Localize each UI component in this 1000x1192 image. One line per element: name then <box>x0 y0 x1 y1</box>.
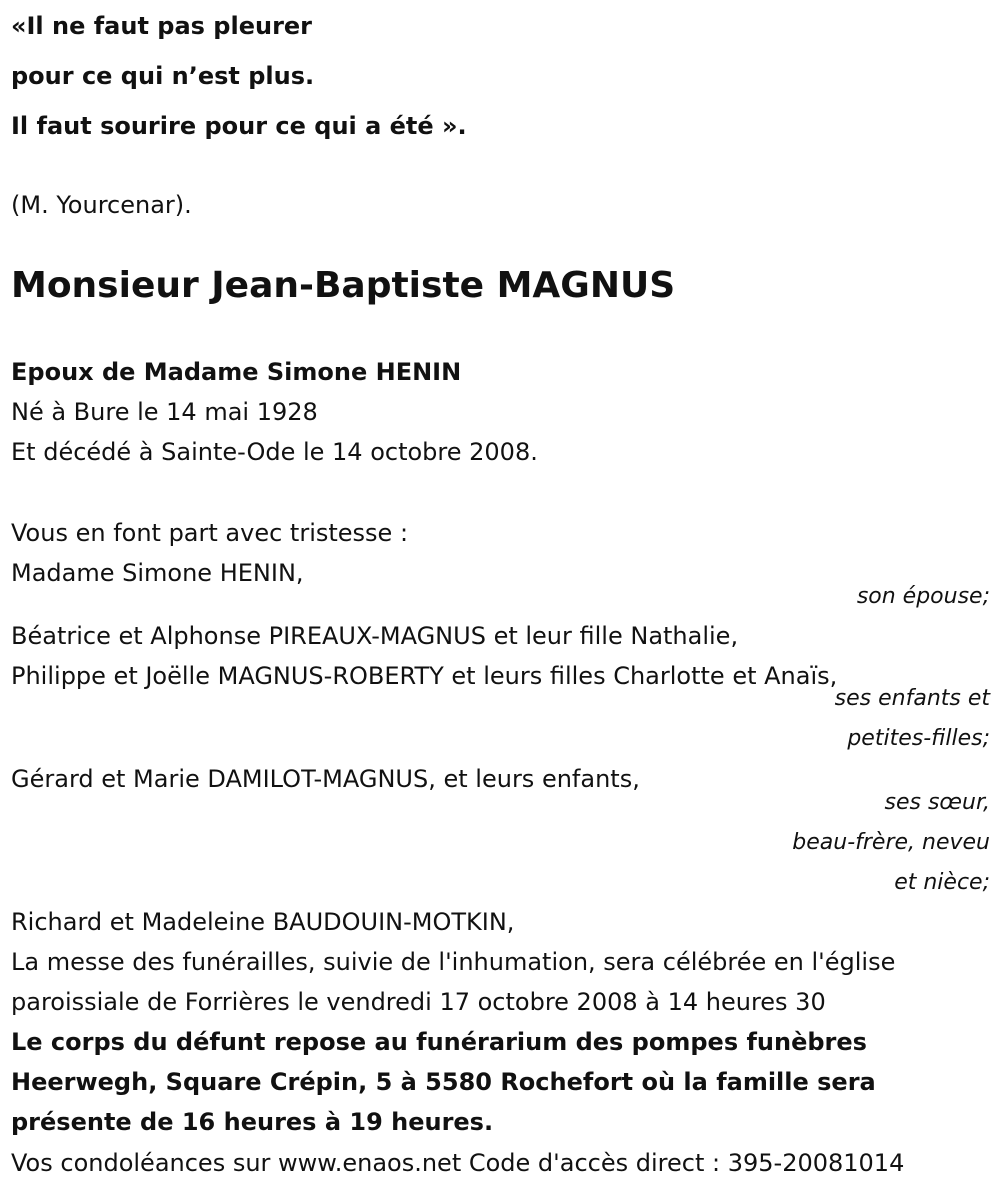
death-line: Et décédé à Sainte-Ode le 14 octobre 2008. <box>11 438 538 466</box>
family-member: Philippe et Joëlle MAGNUS-ROBERTY et leurs filles Charlotte et Anaïs, <box>11 662 838 690</box>
funeral-mass-line-1: La messe des funérailles, suivie de l'inhumation, sera célébrée en l'église <box>11 948 896 976</box>
relation-label: ses enfants et <box>834 686 990 711</box>
relation-label: ses sœur, <box>884 790 990 815</box>
funerarium-line-3: présente de 16 heures à 19 heures. <box>11 1108 494 1136</box>
relation-label: son épouse; <box>856 584 990 609</box>
quote-line-3: Il faut sourire pour ce qui a été ». <box>11 112 467 140</box>
family-member: Richard et Madeleine BAUDOUIN-MOTKIN, <box>11 908 515 936</box>
quote-line-2: pour ce qui n’est plus. <box>11 62 315 90</box>
family-member: Béatrice et Alphonse PIREAUX-MAGNUS et leur fille Nathalie, <box>11 622 739 650</box>
birth-line: Né à Bure le 14 mai 1928 <box>11 398 318 426</box>
quote-author: (M. Yourcenar). <box>11 191 192 219</box>
family-member: Madame Simone HENIN, <box>11 559 304 587</box>
relation-label: petites-filles; <box>847 726 990 751</box>
condolences-line: Vos condoléances sur www.enaos.net Code d'accès direct : 395-20081014 <box>11 1149 905 1177</box>
funeral-mass-line-2: paroissiale de Forrières le vendredi 17 octobre 2008 à 14 heures 30 <box>11 988 826 1016</box>
funerarium-line-2: Heerwegh, Square Crépin, 5 à 5580 Rochefort où la famille sera <box>11 1068 876 1096</box>
announcement-intro: Vous en font part avec tristesse : <box>11 519 409 547</box>
family-member: Gérard et Marie DAMILOT-MAGNUS, et leurs enfants, <box>11 765 640 793</box>
relation-label: beau-frère, neveu <box>792 830 990 855</box>
relation-label: et nièce; <box>894 870 990 895</box>
spouse-line: Epoux de Madame Simone HENIN <box>11 358 462 386</box>
funerarium-line-1: Le corps du défunt repose au funérarium des pompes funèbres <box>11 1028 867 1056</box>
deceased-name: Monsieur Jean-Baptiste MAGNUS <box>11 265 676 306</box>
quote-line-1: «Il ne faut pas pleurer <box>11 12 313 40</box>
